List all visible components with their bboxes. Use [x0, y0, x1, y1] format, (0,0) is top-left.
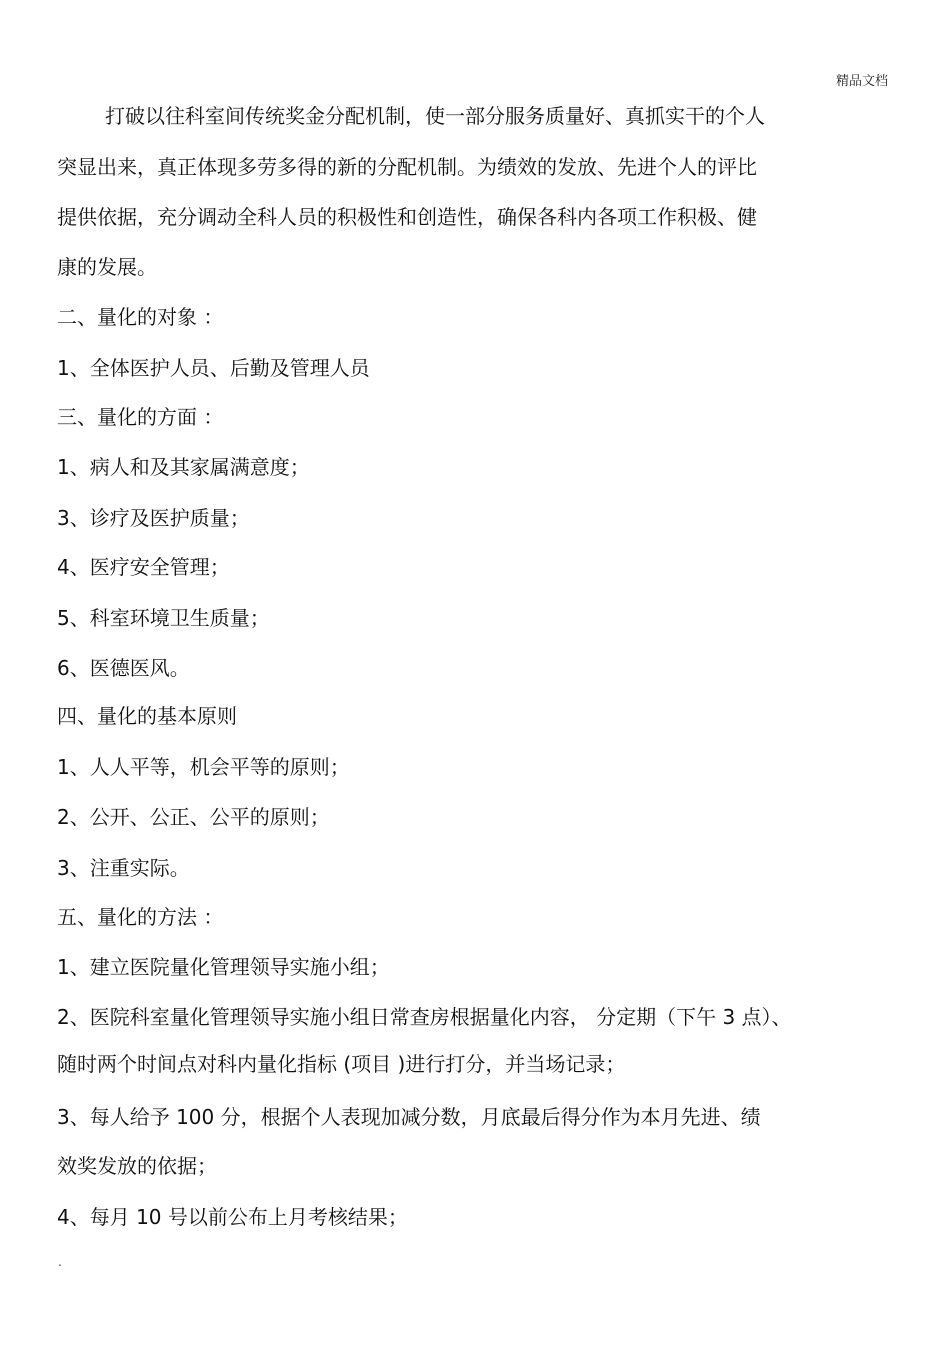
list-item: 4、医疗安全管理； [57, 555, 230, 579]
list-item: 4、每月 10 号以前公布上月考核结果； [57, 1205, 408, 1229]
paragraph-line: 提供依据，充分调动全科人员的积极性和创造性，确保各科内各项工作积极、健 [57, 205, 757, 229]
section-heading-object: 二、量化的对象 ： [57, 305, 224, 329]
list-item: 5、科室环境卫生质量； [57, 606, 270, 630]
header-tag: 精品文档 [835, 74, 888, 89]
list-item: 1、病人和及其家属满意度； [57, 455, 310, 479]
section-heading-aspects: 三、量化的方面 ： [57, 405, 224, 429]
section-heading-principles: 四、量化的基本原则 [57, 704, 237, 728]
list-item-continuation: 效奖发放的依据； [57, 1154, 217, 1178]
list-item: 1、人人平等，机会平等的原则； [57, 755, 350, 779]
list-item: 3、诊疗及医护质量； [57, 506, 250, 530]
list-item: 6、医德医风。 [57, 656, 190, 680]
list-item: 1、全体医护人员、后勤及管理人员 [57, 356, 370, 380]
list-item: 2、医院科室量化管理领导实施小组日常查房根据量化内容， 分定期（下午 3 点）、 [57, 1005, 792, 1029]
paragraph-line: 康的发展。 [57, 255, 157, 279]
paragraph-line: 打破以往科室间传统奖金分配机制，使一部分服务质量好、真抓实干的个人 [105, 104, 765, 128]
list-item: 2、公开、公正、公平的原则； [57, 805, 330, 829]
list-item: 1、建立医院量化管理领导实施小组； [57, 955, 390, 979]
list-item: 3、每人给予 100 分，根据个人表现加减分数，月底最后得分作为本月先进、绩 [57, 1105, 761, 1129]
paragraph-line: 突显出来，真正体现多劳多得的新的分配机制。为绩效的发放、先进个人的评比 [57, 155, 757, 179]
list-item: 3、注重实际。 [57, 856, 190, 880]
footer-mark: . [58, 1255, 62, 1269]
section-heading-methods: 五、量化的方法 ： [57, 905, 224, 929]
list-item-continuation: 随时两个时间点对科内量化指标 (项目 )进行打分，并当场记录； [57, 1052, 626, 1076]
